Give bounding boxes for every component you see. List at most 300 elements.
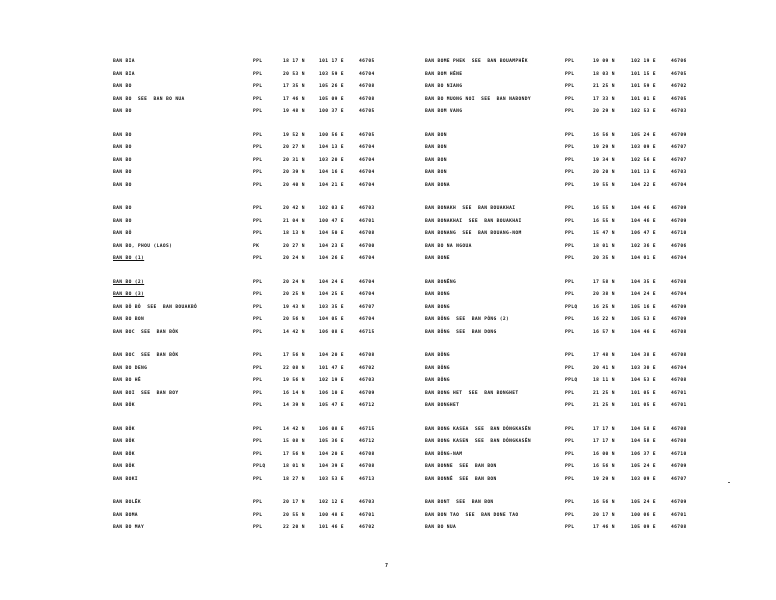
longitude: 102 19 E — [319, 378, 344, 383]
place-name: BAN BONGHET — [425, 403, 460, 408]
place-name: BAN BONÊNG — [425, 279, 457, 285]
map-sheet: 46709 — [671, 500, 687, 505]
feature-type: PPL — [253, 403, 263, 408]
map-sheet: 46701 — [359, 512, 375, 518]
longitude: 104 26 E — [319, 256, 344, 261]
place-name: BAN BONG KASEN SEE BAN DÔNGKASÊN — [425, 439, 531, 444]
longitude: 104 24 E — [631, 292, 656, 297]
feature-type: PPL — [565, 464, 575, 469]
map-sheet: 46700 — [359, 243, 375, 249]
place-name: BAN BON — [425, 145, 447, 150]
place-name: BAN BÔNG-NAM — [425, 451, 463, 457]
latitude: 20 20 N — [593, 170, 615, 175]
longitude: 103 53 E — [319, 476, 344, 482]
place-name: BAN BO — [113, 145, 132, 150]
group-spacer — [425, 486, 765, 497]
feature-type: PPL — [565, 426, 575, 432]
latitude: 14 39 N — [283, 403, 305, 408]
entry-group — [425, 277, 765, 340]
latitude: 20 56 N — [283, 317, 305, 322]
feature-type: PPL — [565, 96, 575, 102]
group-spacer — [113, 413, 453, 424]
map-sheet: 46715 — [359, 329, 375, 335]
gazetteer-entry — [113, 449, 453, 462]
place-name: BAN BO — [113, 109, 132, 114]
place-name: BAN BON TAO SEE BAN DONE TAO — [425, 512, 519, 518]
gazetteer-entry — [113, 400, 453, 413]
latitude: 20 55 N — [283, 512, 305, 518]
gazetteer-entry — [113, 216, 453, 229]
map-sheet: 46712 — [359, 403, 375, 408]
map-sheet: 46703 — [359, 206, 375, 211]
gazetteer-entry — [113, 94, 453, 107]
gazetteer-entry — [113, 388, 453, 401]
place-name: BAN BÔK — [113, 403, 135, 408]
longitude: 104 35 E — [631, 279, 656, 285]
gazetteer-entry — [425, 474, 765, 487]
map-sheet: 46705 — [671, 71, 687, 77]
gazetteer-entry — [113, 350, 453, 363]
gazetteer-entry — [113, 69, 453, 82]
gazetteer-entry — [113, 375, 453, 388]
page-number: 7 — [385, 563, 389, 569]
group-spacer — [113, 339, 453, 350]
scan-speck — [728, 482, 730, 483]
feature-type: PPL — [253, 500, 263, 505]
latitude: 19 43 N — [283, 304, 305, 310]
map-sheet: 46709 — [671, 464, 687, 469]
longitude: 105 09 E — [631, 525, 656, 530]
gazetteer-entry — [425, 461, 765, 474]
longitude: 101 17 E — [319, 59, 344, 64]
longitude: 101 46 E — [319, 525, 344, 530]
feature-type: PPL — [565, 451, 575, 457]
latitude: 19 34 N — [593, 157, 615, 163]
place-name: BAN BO NUA — [425, 525, 457, 530]
latitude: 19 48 N — [283, 109, 305, 114]
feature-type: PPL — [253, 512, 263, 518]
group-spacer — [425, 266, 765, 277]
place-name: BAN BÔ BÔ SEE BAN BOUAKBÔ — [113, 304, 198, 310]
longitude: 105 26 E — [319, 84, 344, 89]
feature-type: PPL — [253, 59, 263, 64]
gazetteer-entry — [425, 155, 765, 168]
latitude: 18 27 N — [283, 476, 305, 482]
latitude: 20 40 N — [283, 182, 305, 188]
gazetteer-entry — [425, 94, 765, 107]
latitude: 17 35 N — [283, 84, 305, 89]
map-sheet: 46707 — [671, 157, 687, 163]
place-name: BAN BO SEE BAN BO NUA — [113, 96, 185, 102]
gazetteer-entry — [113, 302, 453, 315]
latitude: 18 11 N — [593, 378, 615, 383]
place-name: BAN BO — [113, 182, 132, 188]
feature-type: PPL — [565, 132, 575, 138]
feature-type: PPL — [565, 157, 575, 163]
entry-group — [425, 56, 765, 119]
gazetteer-entry — [113, 522, 453, 535]
latitude: 14 42 N — [283, 426, 305, 432]
longitude: 102 19 E — [631, 59, 656, 64]
gazetteer-entry — [425, 497, 765, 510]
gazetteer-entry — [113, 436, 453, 449]
place-name: BAN BONA — [425, 182, 450, 188]
feature-type: PPL — [565, 182, 575, 188]
feature-type: PPL — [565, 512, 575, 518]
place-name: BAN BOLÊK — [113, 500, 142, 505]
map-sheet: 46704 — [359, 317, 375, 322]
feature-type: PPL — [253, 71, 263, 77]
longitude: 104 46 E — [631, 206, 656, 211]
map-sheet: 46703 — [359, 500, 375, 505]
gazetteer-entry — [113, 180, 453, 193]
longitude: 100 48 E — [319, 512, 344, 518]
map-sheet: 46704 — [359, 182, 375, 188]
map-sheet: 46708 — [671, 525, 687, 530]
longitude: 104 38 E — [631, 353, 656, 358]
gazetteer-entry — [425, 302, 765, 315]
gazetteer-entry — [113, 142, 453, 155]
latitude: 21 25 N — [593, 84, 615, 89]
feature-type: PPL — [253, 353, 263, 358]
feature-type: PPL — [565, 145, 575, 150]
gazetteer-entry — [113, 167, 453, 180]
feature-type: PPL — [253, 132, 263, 138]
longitude: 106 08 E — [319, 329, 344, 335]
map-sheet: 46705 — [359, 132, 375, 138]
longitude: 106 37 E — [631, 451, 656, 457]
place-name: BAN BONG — [425, 292, 450, 297]
longitude: 100 56 E — [319, 132, 344, 138]
place-name: BAN BO BON — [113, 317, 145, 322]
place-name: BAN BON — [425, 132, 447, 138]
longitude: 101 47 E — [319, 365, 344, 371]
place-name: BAN BO — [113, 206, 132, 211]
group-spacer — [425, 192, 765, 203]
gazetteer-entry — [113, 155, 453, 168]
longitude: 105 47 E — [319, 403, 344, 408]
place-name: BAN BO — [113, 84, 132, 89]
gazetteer-entry — [425, 56, 765, 69]
longitude: 105 24 E — [631, 500, 656, 505]
map-sheet: 46704 — [671, 256, 687, 261]
map-sheet: 46708 — [671, 439, 687, 444]
map-sheet: 46710 — [671, 451, 687, 457]
longitude: 101 01 E — [631, 96, 656, 102]
map-sheet: 46704 — [359, 292, 375, 297]
gazetteer-entry — [113, 228, 453, 241]
latitude: 16 56 N — [593, 132, 615, 138]
entry-group — [113, 497, 453, 535]
gazetteer-entry — [425, 216, 765, 229]
place-name: BAN BOMA — [113, 512, 138, 518]
longitude: 104 24 E — [319, 279, 344, 285]
entry-group — [425, 350, 765, 413]
place-name: BAN BÔK — [113, 426, 135, 432]
place-name: BAN BOM HÊNE — [425, 71, 463, 77]
longitude: 100 06 E — [631, 512, 656, 518]
feature-type: PPL — [253, 426, 263, 432]
longitude: 105 24 E — [631, 464, 656, 469]
gazetteer-entry — [425, 277, 765, 290]
longitude: 104 58 E — [631, 439, 656, 444]
place-name: BAN BÔK — [113, 464, 135, 469]
longitude: 100 47 E — [319, 218, 344, 224]
feature-type: PPLQ — [253, 464, 266, 469]
map-sheet: 46708 — [359, 353, 375, 358]
gazetteer-entry — [425, 449, 765, 462]
map-sheet: 46706 — [671, 243, 687, 249]
entry-group — [113, 277, 453, 340]
feature-type: PPLQ — [565, 304, 578, 310]
latitude: 20 35 N — [593, 256, 615, 261]
latitude: 18 17 N — [283, 59, 305, 64]
latitude: 21 25 N — [593, 403, 615, 408]
latitude: 19 09 N — [593, 59, 615, 64]
latitude: 17 48 N — [593, 353, 615, 358]
place-name: BAN BON — [425, 170, 447, 175]
map-sheet: 46710 — [671, 231, 687, 236]
map-sheet: 46701 — [359, 218, 375, 224]
feature-type: PPL — [565, 329, 575, 335]
feature-type: PPL — [253, 378, 263, 383]
group-spacer — [425, 119, 765, 130]
map-sheet: 46715 — [359, 426, 375, 432]
map-sheet: 46704 — [359, 279, 375, 285]
longitude: 102 36 E — [631, 243, 656, 249]
longitude: 102 03 E — [319, 206, 344, 211]
gazetteer-entry — [113, 56, 453, 69]
map-sheet: 46705 — [671, 96, 687, 102]
right-column — [425, 56, 765, 535]
feature-type: PPL — [565, 231, 575, 236]
gazetteer-entry — [113, 461, 453, 474]
latitude: 17 56 N — [283, 353, 305, 358]
latitude: 16 00 N — [593, 451, 615, 457]
latitude: 16 56 N — [593, 464, 615, 469]
latitude: 21 04 N — [283, 218, 305, 224]
map-sheet: 46704 — [671, 292, 687, 297]
map-sheet: 46709 — [671, 132, 687, 138]
map-sheet: 46704 — [671, 365, 687, 371]
longitude: 102 56 E — [631, 157, 656, 163]
gazetteer-entry — [425, 400, 765, 413]
entry-group — [425, 497, 765, 535]
group-spacer — [425, 413, 765, 424]
longitude: 101 05 E — [631, 403, 656, 408]
longitude: 103 09 E — [631, 145, 656, 150]
feature-type: PPL — [253, 109, 263, 114]
latitude: 20 27 N — [283, 243, 305, 249]
map-sheet: 46708 — [671, 353, 687, 358]
feature-type: PPL — [565, 218, 575, 224]
latitude: 20 38 N — [593, 292, 615, 297]
place-name: BAN BÔK — [113, 439, 135, 444]
left-column — [113, 56, 453, 535]
map-sheet: 46708 — [671, 426, 687, 432]
gazetteer-entry — [113, 253, 453, 266]
latitude: 19 56 N — [283, 378, 305, 383]
feature-type: PPL — [565, 71, 575, 77]
feature-type: PPLQ — [565, 378, 578, 383]
latitude: 18 03 N — [593, 71, 615, 77]
feature-type: PPL — [565, 439, 575, 444]
gazetteer-entry — [113, 130, 453, 143]
place-name: BAN BO NIANG — [425, 84, 463, 89]
latitude: 20 27 N — [283, 145, 305, 150]
place-name: BAN BÔNG — [425, 378, 450, 383]
map-sheet: 46708 — [359, 84, 375, 89]
map-sheet: 46706 — [671, 59, 687, 64]
gazetteer-entry — [113, 497, 453, 510]
place-name: BAN BONNE SEE BAN BON — [425, 464, 497, 469]
map-sheet: 46703 — [671, 170, 687, 175]
entry-group — [113, 424, 453, 487]
gazetteer-entry — [425, 350, 765, 363]
latitude: 20 41 N — [593, 365, 615, 371]
longitude: 104 46 E — [631, 329, 656, 335]
latitude: 20 53 N — [283, 71, 305, 77]
latitude: 20 17 N — [593, 512, 615, 518]
longitude: 105 36 E — [319, 439, 344, 444]
feature-type: PPL — [565, 353, 575, 358]
latitude: 18 13 N — [283, 231, 305, 236]
feature-type: PPL — [565, 292, 575, 297]
latitude: 17 46 N — [593, 525, 615, 530]
gazetteer-entry — [425, 363, 765, 376]
gazetteer-entry — [425, 106, 765, 119]
entry-group — [425, 424, 765, 487]
map-sheet: 46704 — [359, 157, 375, 163]
place-name: BAN BOM VANG — [425, 109, 463, 114]
gazetteer-entry — [425, 424, 765, 437]
latitude: 20 24 N — [283, 256, 305, 261]
feature-type: PPL — [253, 329, 263, 335]
place-name: BAN BONAKH SEE BAN BOUAKHAI — [425, 206, 516, 211]
latitude: 20 25 N — [283, 292, 305, 297]
map-sheet: 46709 — [671, 317, 687, 322]
map-sheet: 46704 — [359, 71, 375, 77]
map-sheet: 46702 — [359, 365, 375, 371]
feature-type: PPL — [253, 157, 263, 163]
latitude: 16 25 N — [593, 304, 615, 310]
place-name: BAN BONG KASEA SEE BAN DÔNGKASÊN — [425, 426, 531, 432]
place-name: BAN BOI SEE BAN BOY — [113, 390, 179, 396]
feature-type: PPL — [565, 109, 575, 114]
entry-group — [113, 203, 453, 266]
latitude: 21 25 N — [593, 390, 615, 396]
longitude: 104 23 E — [319, 243, 344, 249]
gazetteer-entry — [425, 167, 765, 180]
place-name: BAN BÔK — [113, 451, 135, 457]
longitude: 102 53 E — [631, 109, 656, 114]
longitude: 104 01 E — [631, 256, 656, 261]
latitude: 17 17 N — [593, 426, 615, 432]
feature-type: PPL — [565, 317, 575, 322]
gazetteer-entry — [113, 289, 453, 302]
map-sheet: 46708 — [671, 279, 687, 285]
map-sheet: 46708 — [359, 96, 375, 102]
map-sheet: 46701 — [671, 512, 687, 518]
latitude: 16 22 N — [593, 317, 615, 322]
place-name: BAN BÔNG SEE BAN DONG — [425, 329, 497, 335]
group-spacer — [113, 486, 453, 497]
gazetteer-entry — [113, 203, 453, 216]
gazetteer-entry — [113, 277, 453, 290]
latitude: 16 55 N — [593, 206, 615, 211]
place-name: BAN BIA — [113, 71, 135, 77]
map-sheet: 46708 — [359, 451, 375, 457]
longitude: 105 16 E — [631, 304, 656, 310]
place-name: BAN BOKI — [113, 476, 138, 482]
longitude: 104 16 E — [319, 170, 344, 175]
gazetteer-entry — [425, 436, 765, 449]
place-name: BAN BO DENG — [113, 365, 148, 371]
gazetteer-entry — [425, 522, 765, 535]
gazetteer-entry — [113, 363, 453, 376]
place-name: BAN BÔNG — [425, 365, 450, 371]
feature-type: PPL — [253, 84, 263, 89]
place-name: BAN BONT SEE BAN BON — [425, 500, 494, 505]
map-sheet: 46709 — [359, 390, 375, 396]
feature-type: PPL — [565, 206, 575, 211]
latitude: 15 47 N — [593, 231, 615, 236]
feature-type: PPL — [565, 279, 575, 285]
feature-type: PPL — [565, 84, 575, 89]
gazetteer-entry — [425, 289, 765, 302]
place-name: BAN BOME PHEK SEE BAN BOUAMPHÊK — [425, 59, 528, 64]
feature-type: PPL — [253, 365, 263, 371]
entry-group — [113, 350, 453, 413]
map-sheet: 46701 — [671, 390, 687, 396]
gazetteer-entry — [425, 130, 765, 143]
place-name: BAN BO — [113, 170, 132, 175]
longitude: 100 37 E — [319, 109, 344, 114]
longitude: 104 46 E — [631, 218, 656, 224]
latitude: 17 33 N — [593, 96, 615, 102]
latitude: 19 52 N — [283, 132, 305, 138]
latitude: 19 29 N — [593, 476, 615, 482]
gazetteer-entry — [113, 424, 453, 437]
place-name: BAN BOC SEE BAN BÔK — [113, 353, 179, 358]
group-spacer — [113, 119, 453, 130]
map-sheet: 46713 — [359, 476, 375, 482]
longitude: 103 09 E — [631, 476, 656, 482]
entry-group — [113, 130, 453, 193]
group-spacer — [113, 192, 453, 203]
feature-type: PPL — [565, 390, 575, 396]
longitude: 105 09 E — [319, 96, 344, 102]
longitude: 104 20 E — [319, 353, 344, 358]
longitude: 104 39 E — [319, 464, 344, 469]
place-name: BAN BO (2) — [113, 279, 145, 285]
latitude: 17 17 N — [593, 439, 615, 444]
map-sheet: 46707 — [359, 304, 375, 310]
longitude: 104 13 E — [319, 145, 344, 150]
gazetteer-entry — [425, 314, 765, 327]
place-name: BAN BONE — [425, 256, 450, 261]
longitude: 104 50 E — [319, 231, 344, 236]
place-name: BAN BO — [113, 132, 132, 138]
map-sheet: 46702 — [359, 525, 375, 530]
longitude: 103 20 E — [319, 157, 344, 163]
gazetteer-entry — [425, 241, 765, 254]
map-sheet: 46704 — [359, 170, 375, 175]
place-name: BAN BÔNG — [425, 353, 450, 358]
place-name: BAN BO — [113, 218, 132, 224]
gazetteer-entry — [425, 81, 765, 94]
group-spacer — [425, 339, 765, 350]
